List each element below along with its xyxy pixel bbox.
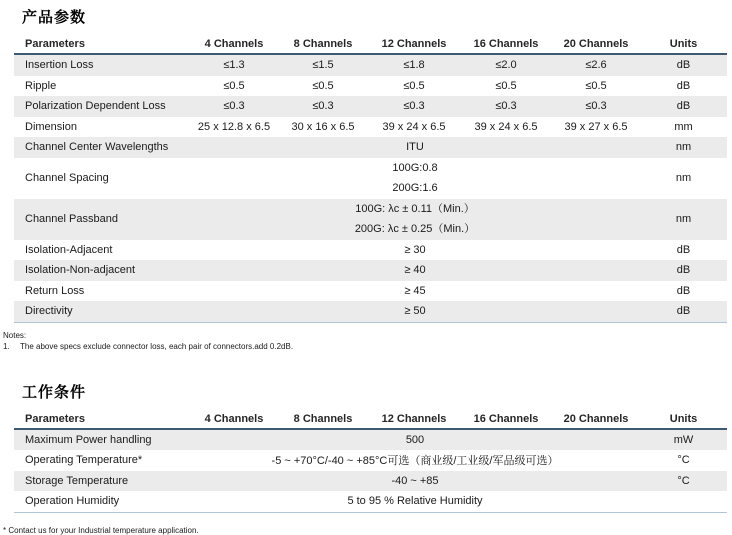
temperature-footnote: * Contact us for your Industrial temperature application. [3, 525, 199, 535]
table-header-row [14, 30, 727, 55]
table-row-channel-center-wavelengths [14, 137, 727, 158]
header-4-channels: 4 Channels [204, 38, 264, 50]
header-8-channels: 8 Channels [293, 38, 353, 50]
header-16-channels: 16 Channels [473, 38, 539, 50]
value-cell: ≤1.3 [223, 59, 245, 72]
unit-cell: °C [677, 454, 690, 467]
merged-value-cell [190, 199, 640, 240]
value-cell: ≤0.5 [495, 79, 517, 92]
table-row-operating-temperature [14, 450, 727, 471]
unit-cell: dB [676, 284, 691, 297]
param-cell: Operation Humidity [25, 495, 120, 508]
table-row-return-loss [14, 281, 727, 302]
section-title-working-conditions: 工作条件 [22, 383, 87, 401]
unit-cell: dB [676, 243, 691, 256]
header-20-channels: 20 Channels [563, 412, 629, 425]
value-line: 100G: λc ± 0.11（Min.） [355, 202, 475, 215]
value-cell: 39 x 24 x 6.5 [474, 120, 538, 133]
param-cell: Isolation-Adjacent [25, 243, 113, 256]
value-cell: ≤0.5 [312, 79, 334, 92]
param-cell: Operating Temperature* [25, 454, 143, 467]
table-row-ripple [14, 76, 727, 97]
header-8-channels: 8 Channels [293, 412, 353, 425]
notes-block [3, 331, 732, 351]
value-cell: ≤0.5 [585, 79, 607, 92]
merged-value-cell: ≥ 45 [404, 284, 426, 297]
table-row-isolation-adjacent [14, 240, 727, 261]
merged-value-cell: -5 ~ +70°C/-40 ~ +85°C可选（商业级/工业级/军品级可选） [271, 455, 559, 468]
merged-value-cell: 500 [405, 433, 425, 446]
param-cell: Insertion Loss [25, 59, 94, 72]
value-line: 200G: λc ± 0.25（Min.） [354, 223, 476, 235]
value-cell: 25 x 12.8 x 6.5 [197, 120, 271, 133]
merged-value-cell: ITU [406, 141, 424, 154]
table-row-directivity [14, 301, 727, 322]
param-cell: Directivity [25, 305, 73, 318]
param-cell: Channel Passband [25, 213, 118, 225]
value-line: 100G:0.8 [392, 161, 438, 174]
param-cell: Return Loss [25, 284, 85, 297]
table-row-channel-passband [14, 199, 727, 240]
table-row-channel-spacing [14, 158, 727, 199]
param-cell: Channel Spacing [25, 172, 109, 184]
header-parameters: Parameters [25, 412, 85, 425]
merged-value-cell: 5 to 95 % Relative Humidity [347, 495, 483, 508]
value-cell: 39 x 27 x 6.5 [564, 120, 628, 133]
value-cell: ≤2.0 [495, 59, 517, 72]
product-parameters-table [14, 30, 727, 323]
param-cell: Maximum Power handling [25, 433, 152, 446]
value-cell: ≤1.8 [403, 59, 425, 72]
unit-cell: mm [674, 120, 693, 133]
value-cell: ≤1.5 [312, 59, 334, 72]
unit-cell: dB [676, 79, 691, 92]
merged-value-cell: ≥ 30 [404, 243, 426, 256]
header-units: Units [669, 412, 698, 425]
header-12-channels: 12 Channels [381, 38, 447, 50]
unit-cell: °C [677, 474, 690, 487]
param-cell: Storage Temperature [25, 474, 129, 487]
header-12-channels: 12 Channels [381, 412, 447, 425]
value-cell: ≤2.6 [585, 59, 607, 72]
value-line: 200G:1.6 [392, 182, 438, 194]
note-item [3, 342, 732, 351]
table-row-insertion-loss [14, 55, 727, 76]
note-number: 1. [3, 341, 10, 351]
param-cell: Channel Center Wavelengths [25, 141, 169, 154]
unit-cell: dB [676, 100, 691, 113]
section-gap [0, 351, 732, 375]
unit-cell: dB [676, 59, 691, 72]
value-cell: ≤0.5 [403, 79, 425, 92]
merged-value-cell [190, 158, 640, 199]
section-title-product-parameters: 产品参数 [22, 9, 87, 26]
value-cell: 39 x 24 x 6.5 [382, 120, 446, 133]
header-4-channels: 4 Channels [204, 412, 264, 425]
note-text: The above specs exclude connector loss, each pair of connectors.add 0.2dB. [20, 341, 294, 351]
value-cell: ≤0.3 [585, 100, 607, 113]
merged-value-cell: ≥ 50 [404, 305, 426, 318]
param-cell: Ripple [25, 79, 57, 92]
unit-cell: nm [675, 213, 692, 225]
param-cell: Polarization Dependent Loss [25, 100, 166, 113]
unit-cell: nm [675, 172, 692, 184]
unit-cell: dB [676, 305, 691, 318]
table-row-max-power-handling [14, 430, 727, 451]
header-units: Units [669, 38, 698, 50]
table-row-storage-temperature [14, 471, 727, 492]
value-cell: ≤0.3 [312, 100, 334, 113]
table-header-row [14, 405, 727, 430]
header-20-channels: 20 Channels [563, 38, 629, 50]
table-row-operation-humidity [14, 491, 727, 512]
merged-value-cell: -40 ~ +85 [391, 474, 439, 487]
unit-cell: mW [673, 433, 694, 446]
unit-cell: nm [675, 141, 692, 154]
table-row-isolation-non-adjacent [14, 260, 727, 281]
table-row-dimension [14, 117, 727, 138]
table-row-pdl [14, 96, 727, 117]
value-cell: 30 x 16 x 6.5 [291, 120, 355, 133]
unit-cell: dB [676, 264, 691, 277]
param-cell: Dimension [25, 120, 77, 133]
value-cell: ≤0.5 [223, 79, 245, 92]
header-parameters: Parameters [25, 38, 85, 50]
value-cell: ≤0.3 [223, 100, 245, 113]
notes-label: Notes: [3, 330, 27, 340]
working-conditions-table [14, 405, 727, 513]
datasheet-page [0, 6, 732, 535]
value-cell: ≤0.3 [495, 100, 517, 113]
value-cell: ≤0.3 [403, 100, 425, 113]
param-cell: Isolation-Non-adjacent [25, 264, 136, 277]
header-16-channels: 16 Channels [473, 412, 539, 425]
merged-value-cell: ≥ 40 [404, 264, 426, 277]
